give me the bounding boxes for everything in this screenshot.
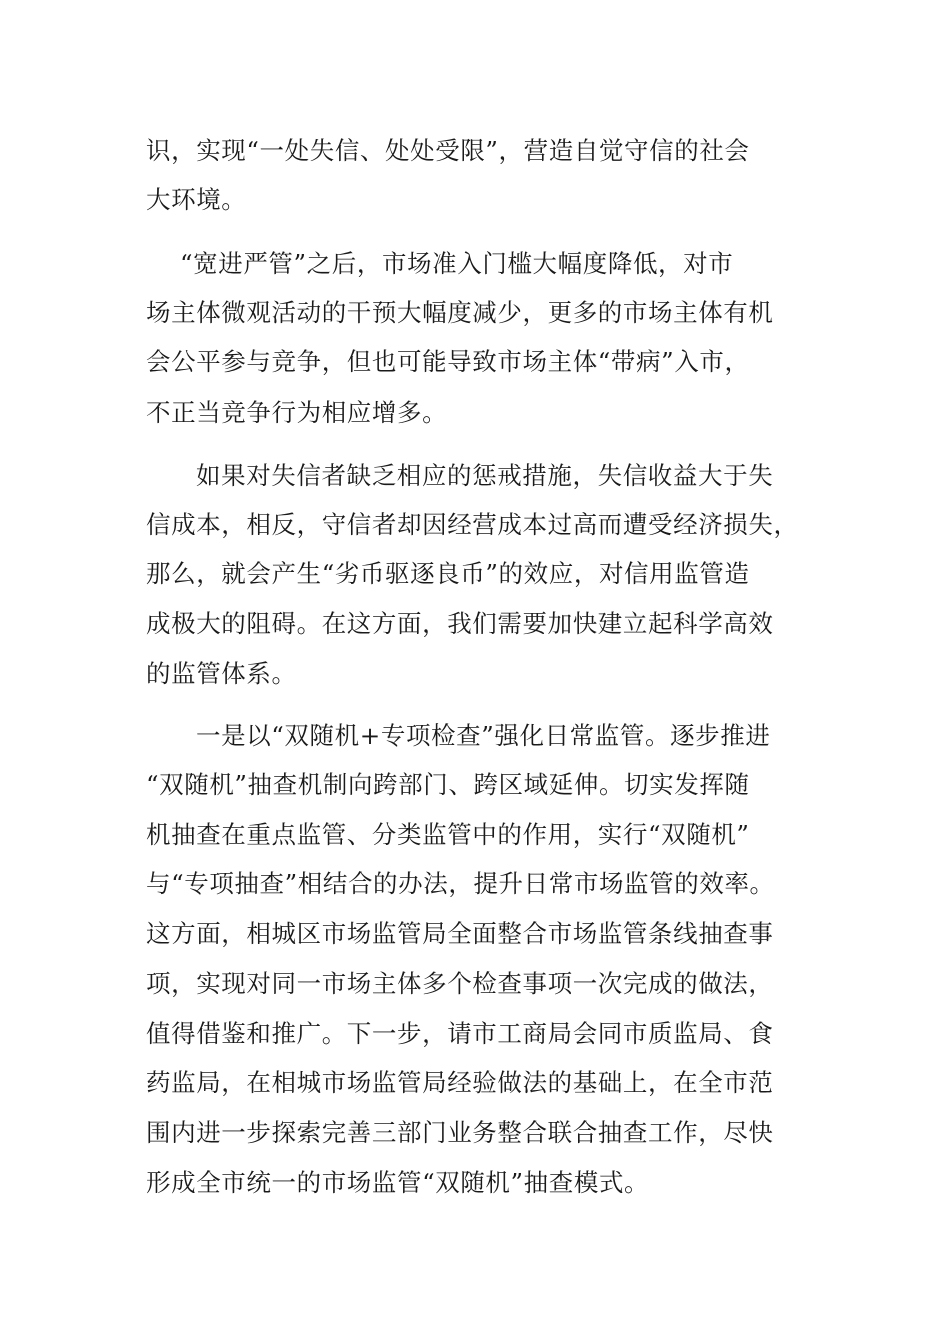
paragraph-line: 项，实现对同一市场主体多个检查事项一次完成的做法， (146, 969, 774, 998)
paragraph-line: 与“专项抽查”相结合的办法，提升日常市场监管的效率。 (146, 869, 775, 898)
paragraph-line: 大环境。 (146, 185, 247, 214)
paragraph-line: 的监管体系。 (146, 659, 297, 688)
paragraph-line: “宽进严管”之后，市场准入门槛大幅度降低，对市 (180, 249, 734, 278)
paragraph-line: 围内进一步探索完善三部门业务整合联合抽查工作，尽快 (146, 1118, 774, 1147)
paragraph-line: 一是以“双随机+专项检查”强化日常监管。逐步推进 (196, 721, 771, 750)
paragraph-line: 药监局，在相城市场监管局经验做法的基础上，在全市范 (146, 1068, 774, 1097)
paragraph-line: “双随机”抽查机制向跨部门、跨区域延伸。切实发挥随 (146, 770, 750, 799)
paragraph-line: 那么，就会产生“劣币驱逐良币”的效应，对信用监管造 (146, 559, 750, 588)
paragraph-line: 机抽查在重点监管、分类监管中的作用，实行“双随机” (146, 820, 750, 849)
paragraph-line: 会公平参与竞争，但也可能导致市场主体“带病”入市， (146, 347, 750, 376)
paragraph-line: 这方面，相城区市场监管局全面整合市场监管条线抽查事 (146, 919, 774, 948)
paragraph-line: 识，实现“一处失信、处处受限”，营造自觉守信的社会 (146, 136, 750, 165)
paragraph-line: 不正当竞争行为相应增多。 (146, 398, 448, 427)
paragraph-line: 信成本，相反，守信者却因经营成本过高而遭受经济损失， (146, 510, 799, 539)
paragraph-line: 成极大的阻碍。在这方面，我们需要加快建立起科学高效 (146, 609, 774, 638)
paragraph-line: 形成全市统一的市场监管“双随机”抽查模式。 (146, 1168, 650, 1197)
paragraph-line: 值得借鉴和推广。下一步，请市工商局会同市质监局、食 (146, 1019, 774, 1048)
paragraph-line: 场主体微观活动的干预大幅度减少，更多的市场主体有机 (146, 298, 774, 327)
paragraph-line: 如果对失信者缺乏相应的惩戒措施，失信收益大于失 (196, 461, 774, 490)
